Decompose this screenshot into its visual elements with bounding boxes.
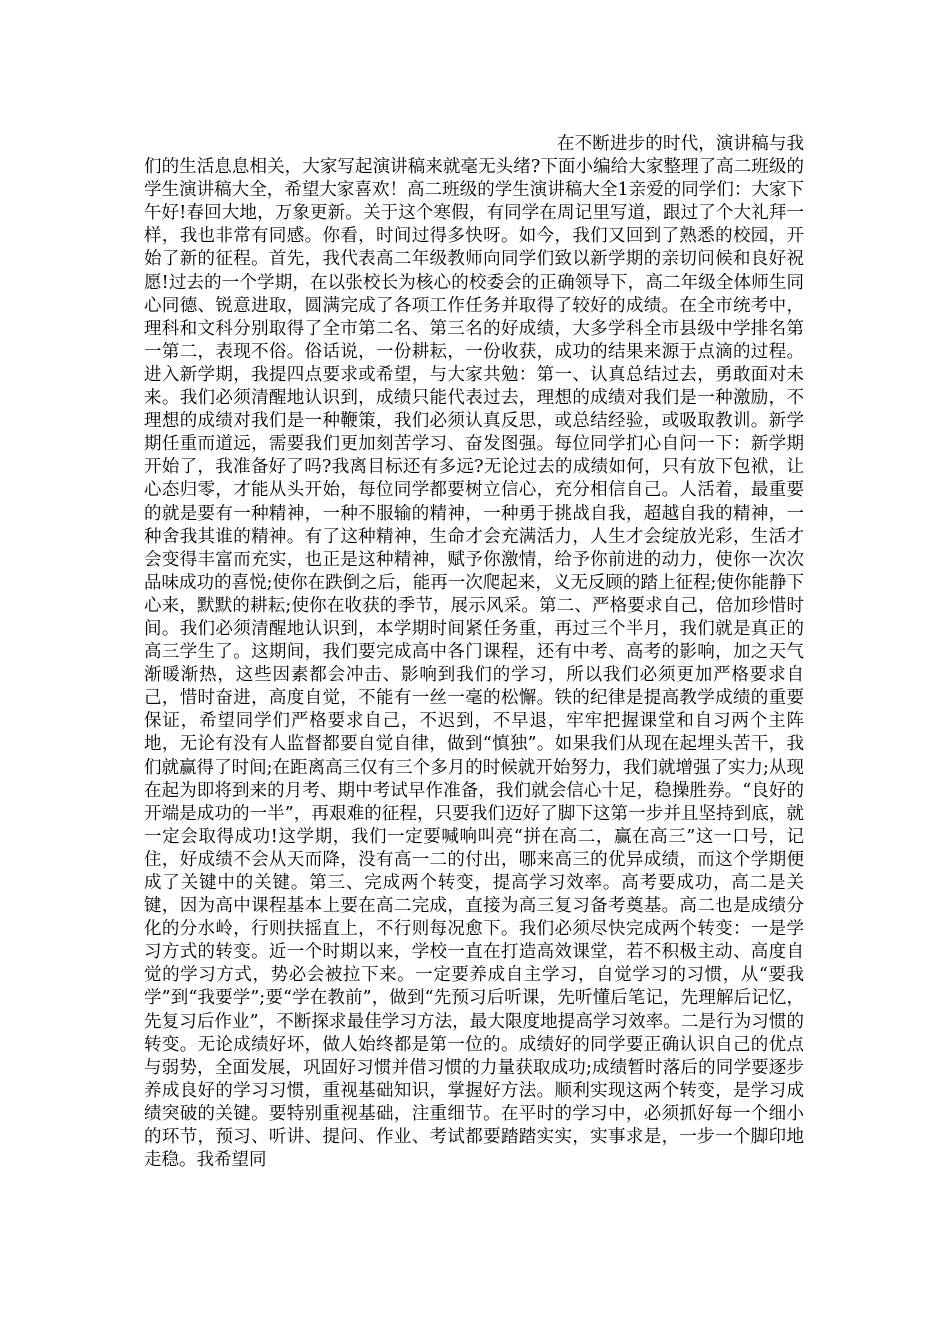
speech-body-text: 在不断进步的时代，演讲稿与我们的生活息息相关，大家写起演讲稿来就毫无头绪?下面小编给大家整理了高二班级的学生演讲稿大全，希望大家喜欢！高二班级的学生演讲稿大全1亲爱的同学们：大家下午好!春回大地，万象更新。关于这个寒假，有同学在周记里写道，跟过了个大礼拜一样，我也非常有同感。你看，时间过得多快呀。如今，我们又回到了熟悉的校园，开始了新的征程。首先，我代表高二年级教师向同学们致以新学期的亲切问候和良好祝愿!过去的一个学期，在以张校长为核心的校委会的正确领导下，高二年级全体师生同心同德、锐意进取，圆满完成了各项工作任务并取得了较好的成绩。在全市统考中，理科和文科分别取得了全市第二名、第三名的好成绩，大多学科全市县级中学排名第一第二，表现不俗。俗话说，一份耕耘，一份收获，成功的结果来源于点滴的过程。进入新学期，我提四点要求或希望，与大家共勉：第一、认真总结过去，勇敢面对未来。我们必须清醒地认识到，成绩只能代表过去，理想的成绩对我们是一种激励，不理想的成绩对我们是一种鞭策，我们必须认真反思，或总结经验，或吸取教训。新学期任重而道远，需要我们更加刻苦学习、奋发图强。每位同学扪心自问一下：新学期开始了，我准备好了吗?我离目标还有多远?无论过去的成绩如何，只有放下包袱，让心态归零，才能从头开始，每位同学都要树立信心，充分相信自己。人活着，最重要的就是要有一种精神，一种不服输的精神，一种勇于挑战自我，超越自我的精神，一种舍我其谁的精神。有了这种精神，生命才会充满活力，人生才会绽放光彩，生活才会变得丰富而充实，也正是这种精神，赋予你激情，给予你前进的动力，使你一次次品味成功的喜悦;使你在跌倒之后，能再一次爬起来，义无反顾的踏上征程;使你能静下心来，默默的耕耘;使你在收获的季节，展示风采。第二、严格要求自己，倍加珍惜时间。我们必须清醒地认识到，本学期时间紧任务重，再过三个半月，我们就是真正的高三学生了。这期间，我们要完成高中各门课程，还有中考、高考的影响，加之天气渐暖渐热，这些因素都会冲击、影响到我们的学习，所以我们必须更加严格要求自己，惜时奋进，高度自觉，不能有一丝一毫的松懈。铁的纪律是提高教学成绩的重要保证，希望同学们严格要求自己，不迟到，不早退，牢牢把握课堂和自习两个主阵地，无论有没有人监督都要自觉自律，做到“慎独”。如果我们从现在起埋头苦干，我们就赢得了时间;在距离高三仅有三个多月的时候就开始努力，我们就增强了实力;从现在起为即将到来的月考、期中考试早作准备，我们就会信心十足，稳操胜券。“良好的开端是成功的一半”，再艰难的征程，只要我们迈好了脚下这第一步并且坚持到底，就一定会取得成功!这学期，我们一定要喊响叫亮“拼在高二，赢在高三”这一口号，记住，好成绩不会从天而降，没有高一二的付出，哪来高三的优异成绩，而这个学期便成了关键中的关键。第三、完成两个转变，提高学习效率。高考要成功，高二是关键，因为高中课程基本上要在高二完成，直接为高三复习备考奠基。高二也是成绩分化的分水岭，行则扶摇直上，不行则每况愈下。我们必须尽快完成两个转变：一是学习方式的转变。近一个时期以来，学校一直在打造高效课堂，若不积极主动、高度自觉的学习方式，势必会被拉下来。一定要养成自主学习，自觉学习的习惯，从“要我学”到“我要学”;要“学在教前”，做到“先预习后听课，先听懂后笔记，先理解后记忆，先复习后作业”，不断探求最佳学习方法，最大限度地提高学习效率。二是行为习惯的转变。无论成绩好坏，做人始终都是第一位的。成绩好的同学要正确认识自己的优点与弱势，全面发展，巩固好习惯并借习惯的力量获取成功;成绩暂时落后的同学要逐步养成良好的学习习惯，重视基础知识，掌握好方法。顺利实现这两个转变，是学习成绩突破的关键。要特别重视基础，注重细节。在平时的学习中，必须抓好每一个细小的环节，预习、听讲、提问、作业、考试都要踏踏实实，实事求是，一步一个脚印地走稳。我希望同	[144, 134, 804, 1171]
